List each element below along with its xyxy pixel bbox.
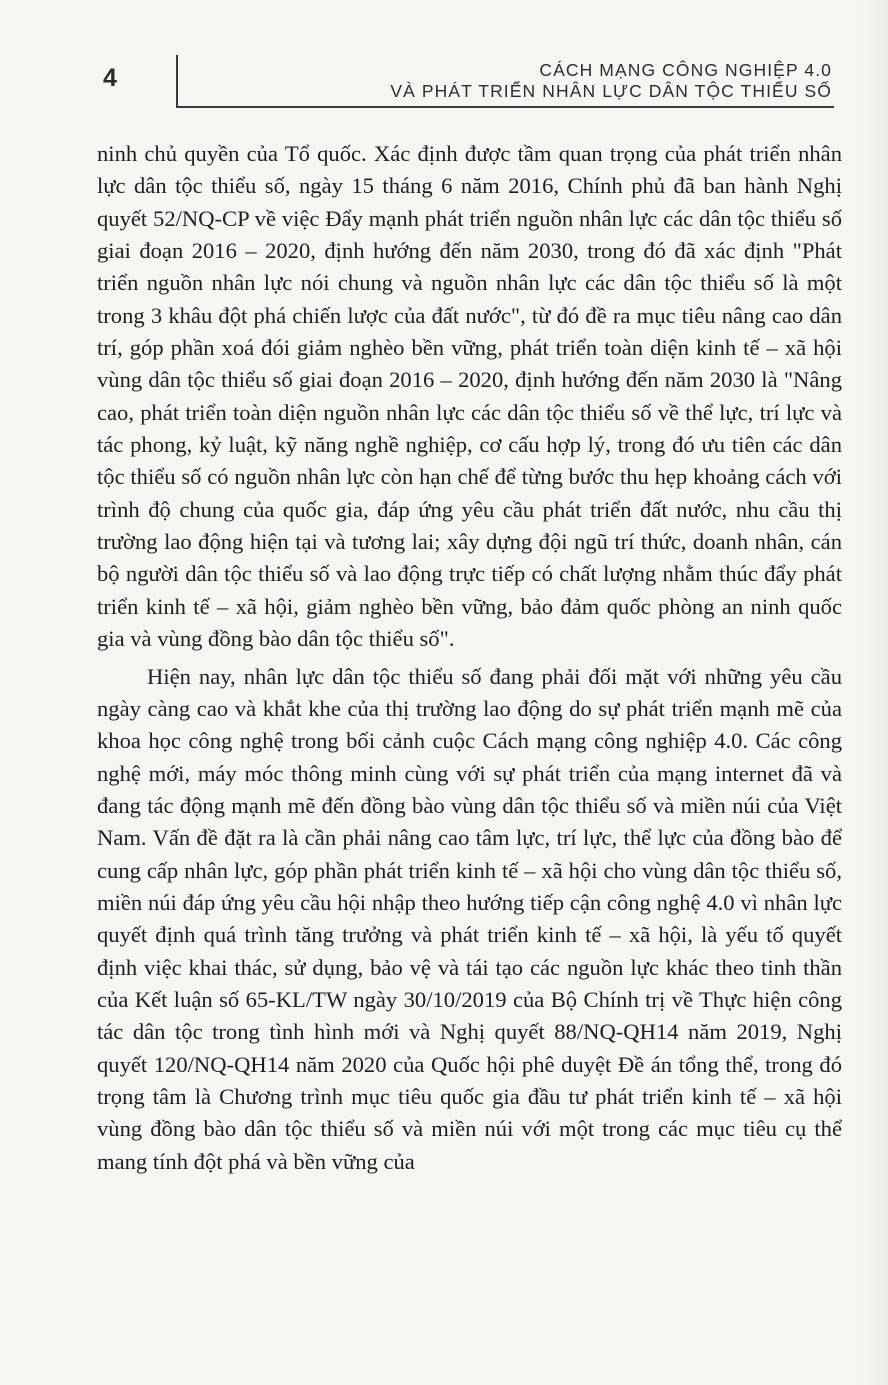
running-title-line-1: CÁCH MẠNG CÔNG NGHIỆP 4.0: [539, 60, 832, 80]
body-text: [97, 138, 842, 1178]
page-number: 4: [103, 64, 117, 92]
header-horizontal-rule: [176, 106, 834, 108]
paper-edge-shade: [860, 0, 888, 1385]
paragraph-1: ninh chủ quyền của Tổ quốc. Xác định được tầm quan trọng của phát triển nhân lực dân tộc thiểu số, ngày 15 tháng 6 năm 2016, Chính phủ đã ban hành Nghị quyết 52/NQ-CP về việc Đẩy mạnh phát triển nguồn nhân lực các dân tộc thiểu số giai đoạn 2016 – 2020, định hướng đến năm 2030, trong đó đã xác định "Phát triển nguồn nhân lực nói chung và nguồn nhân lực các dân tộc thiểu số là một trong 3 khâu đột phá chiến lược của đất nước", từ đó đề ra mục tiêu nâng cao dân trí, góp phần xoá đói giảm nghèo bền vững, phát triển toàn diện kinh tế – xã hội vùng dân tộc thiểu số giai đoạn 2016 – 2020, định hướng đến năm 2030 là "Nâng cao, phát triển toàn diện nguồn nhân lực các dân tộc thiểu số về thể lực, trí lực và tác phong, kỷ luật, kỹ năng nghề nghiệp, cơ cấu hợp lý, trong đó ưu tiên các dân tộc thiểu số có nguồn nhân lực còn hạn chế để từng bước thu hẹp khoảng cách với trình độ chung của quốc gia, đáp ứng yêu cầu phát triển đất nước, nhu cầu thị trường lao động hiện tại và tương lai; xây dựng đội ngũ trí thức, doanh nhân, cán bộ người dân tộc thiểu số và lao động trực tiếp có chất lượng nhằm thúc đẩy phát triển kinh tế – xã hội, giảm nghèo bền vững, bảo đảm quốc phòng an ninh quốc gia và vùng đồng bào dân tộc thiểu số".: [97, 141, 842, 652]
header-vertical-rule: [176, 55, 178, 107]
running-title: [390, 60, 832, 102]
paragraph-2: Hiện nay, nhân lực dân tộc thiểu số đang phải đối mặt với những yêu cầu ngày càng cao và khắt khe của thị trường lao động do sự phát triển mạnh mẽ của khoa học công nghệ trong bối cảnh cuộc Cách mạng công nghiệp 4.0. Các công nghệ mới, máy móc thông minh cùng với sự phát triển của mạng internet đã và đang tác động mạnh mẽ đến đồng bào vùng dân tộc thiểu số và miền núi của Việt Nam. Vấn đề đặt ra là cần phải nâng cao tâm lực, trí lực, thể lực của đồng bào để cung cấp nhân lực, góp phần phát triển kinh tế – xã hội cho vùng dân tộc thiểu số, miền núi đáp ứng yêu cầu hội nhập theo hướng tiếp cận công nghệ 4.0 vì nhân lực quyết định quá trình tăng trưởng và phát triển kinh tế – xã hội, là yếu tố quyết định việc khai thác, sử dụng, bảo vệ và tái tạo các nguồn lực khác theo tinh thần của Kết luận số 65-KL/TW ngày 30/10/2019 của Bộ Chính trị về Thực hiện công tác dân tộc trong tình hình mới và Nghị quyết 88/NQ-QH14 năm 2019, Nghị quyết 120/NQ-QH14 năm 2020 của Quốc hội phê duyệt Đề án tổng thể, trong đó trọng tâm là Chương trình mục tiêu quốc gia đầu tư phát triển kinh tế – xã hội vùng đồng bào dân tộc thiểu số và miền núi với một trong các mục tiêu cụ thể mang tính đột phá và bền vững của: [97, 663, 842, 1174]
running-title-line-2: VÀ PHÁT TRIỂN NHÂN LỰC DÂN TỘC THIỂU SỐ: [390, 81, 832, 101]
